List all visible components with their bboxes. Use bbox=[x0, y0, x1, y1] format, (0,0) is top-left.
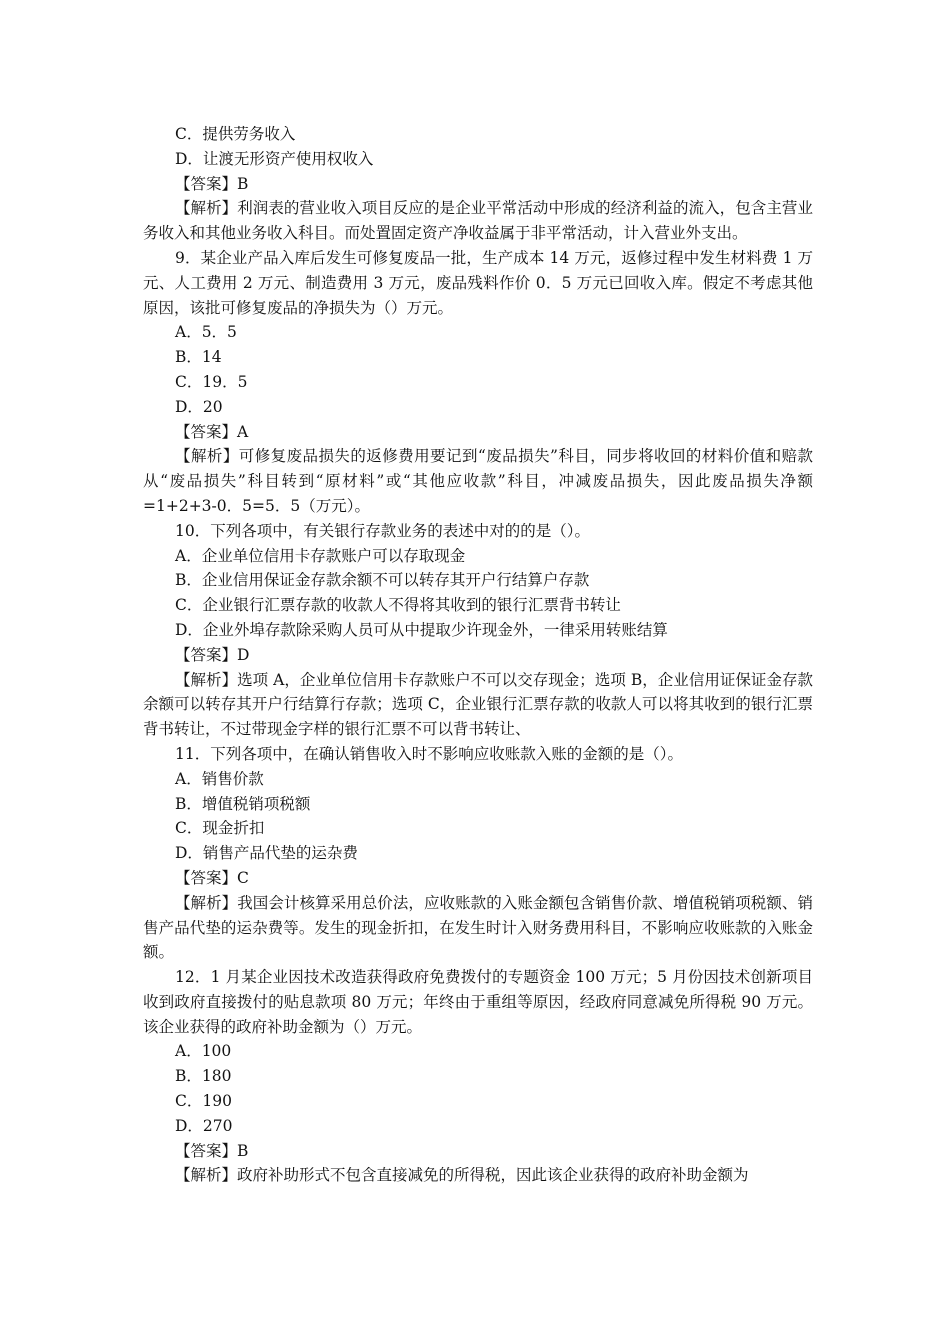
option-d: D．销售产品代垫的运杂费 bbox=[175, 844, 358, 863]
option-b: B．14 bbox=[175, 348, 222, 367]
option-a: A．100 bbox=[175, 1042, 232, 1061]
answer: 【答案】C bbox=[175, 868, 249, 887]
explanation: 【解析】利润表的营业收入项目反应的是企业平常活动中形成的经济利益的流入，包含主营业务收入和其他业务收入科目。而处置固定资产净收益属于非平常活动，计入营业外支出。 bbox=[143, 199, 813, 243]
option-a: A．销售价款 bbox=[175, 769, 264, 788]
question-10: 10．下列各项中，有关银行存款业务的表述中对的的是（）。 bbox=[175, 521, 590, 540]
option-d: D．20 bbox=[175, 397, 223, 416]
answer: 【答案】B bbox=[175, 174, 249, 193]
option-c: C．190 bbox=[175, 1092, 232, 1111]
option-b: B．180 bbox=[175, 1067, 232, 1086]
explanation: 【解析】选项 A，企业单位信用卡存款账户不可以交存现金；选项 B，企业信用证保证金存款余额可以转存其开户行结算行存款；选项 C，企业银行汇票存款的收款人可以将其收到的银行汇票背书转让，不过带现金字样的银行汇票不可以背书转让、 bbox=[143, 670, 813, 739]
document-page bbox=[143, 122, 813, 1188]
explanation: 【解析】政府补助形式不包含直接减免的所得税，因此该企业获得的政府补助金额为 bbox=[175, 1166, 749, 1185]
option-c: C．企业银行汇票存款的收款人不得将其收到的银行汇票背书转让 bbox=[175, 596, 621, 615]
option-c: C．提供劳务收入 bbox=[175, 125, 296, 143]
question-11: 11．下列各项中，在确认销售收入时不影响应收账款入账的金额的是（）。 bbox=[175, 744, 683, 763]
option-c: C．现金折扣 bbox=[175, 819, 265, 838]
answer: 【答案】D bbox=[175, 645, 250, 664]
explanation: 【解析】可修复废品损失的返修费用要记到“废品损失”科目，同步将收回的材料价值和赔款从“废品损失”科目转到“原材料”或“其他应收款”科目，冲减废品损失，因此废品损失净额=1+2+3-0．5=5．5（万元）。 bbox=[143, 447, 813, 515]
answer: 【答案】A bbox=[175, 422, 249, 441]
option-d: D．让渡无形资产使用权收入 bbox=[175, 149, 374, 168]
option-a: A．企业单位信用卡存款账户可以存取现金 bbox=[175, 546, 466, 565]
option-b: B．增值税销项税额 bbox=[175, 794, 311, 813]
answer: 【答案】B bbox=[175, 1141, 249, 1160]
option-d: D．270 bbox=[175, 1116, 233, 1135]
option-d: D．企业外埠存款除采购人员可从中提取少许现金外，一律采用转账结算 bbox=[175, 620, 668, 639]
question-9: 9．某企业产品入库后发生可修复废品一批，生产成本 14 万元，返修过程中发生材料费 1 万元、人工费用 2 万元、制造费用 3 万元，废品残料作价 0．5 万元已回收入库。假定不考虑其他原因，该批可修复废品的净损失为（）万元。 bbox=[143, 248, 813, 317]
question-12: 12．1 月某企业因技术改造获得政府免费拨付的专题资金 100 万元；5 月份因技术创新项目收到政府直接拨付的贴息款项 80 万元；年终由于重组等原因，经政府同意减免所得税 90 万元。该企业获得的政府补助金额为（）万元。 bbox=[143, 968, 813, 1036]
explanation: 【解析】我国会计核算采用总价法，应收账款的入账金额包含销售价款、增值税销项税额、销售产品代垫的运杂费等。发生的现金折扣，在发生时计入财务费用科目，不影响应收账款的入账金额。 bbox=[143, 893, 813, 962]
option-c: C．19．5 bbox=[175, 372, 248, 391]
option-a: A．5．5 bbox=[175, 323, 237, 342]
option-b: B．企业信用保证金存款余额不可以转存其开户行结算户存款 bbox=[175, 571, 590, 590]
